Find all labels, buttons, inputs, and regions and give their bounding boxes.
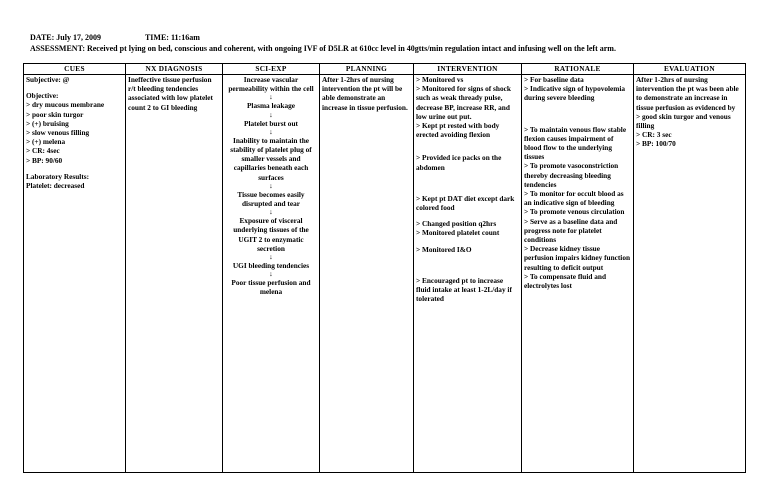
subjective-text: Subjective: @	[26, 75, 70, 84]
rationale-cell	[522, 75, 634, 473]
rationale-item: > To promote venous circulation	[524, 207, 625, 217]
sci-exp-cell	[223, 75, 320, 473]
down-arrow-icon: ↓	[269, 252, 273, 262]
diagnosis-cell	[126, 75, 223, 473]
down-arrow-icon: ↓	[269, 126, 273, 136]
evaluation-item: > good skin turgor and venous filling	[636, 111, 731, 131]
intervention-item: > Monitored I&O	[416, 244, 472, 254]
planning-text: After 1-2hrs of nursing intervention the pt will be able demonstrate an increase in tissue perfusion.	[322, 75, 408, 112]
down-arrow-icon: ↓	[269, 109, 273, 119]
rationale-item: > To compensate fluid and electrolytes lost	[524, 271, 607, 291]
time-text: TIME: 11:16am	[144, 33, 200, 42]
diagnosis-text: Ineffective tissue perfusion r/t bleeding tendencies associated with low platelet count 2 to GI bleeding	[128, 75, 213, 112]
intervention-item: > Monitored vs	[416, 75, 464, 84]
down-arrow-icon: ↓	[269, 180, 273, 190]
evaluation-text: After 1-2hrs of nursing intervention the pt was been able to demonstrate an increase in tissue perfusion as evidenced by	[636, 75, 739, 112]
evaluation-cell	[634, 75, 746, 473]
cues-cell	[24, 75, 126, 473]
sci-exp-step: Inability to maintain the stability of platelet plug of smaller vessels and capillaries beneath each surfaces	[230, 135, 312, 182]
objective-item: > poor skin turgor	[26, 109, 84, 119]
rationale-item: > Decrease kidney tissue perfusion impairs kidney function resulting to deficit output	[524, 244, 631, 272]
table-header-row	[24, 64, 746, 75]
intervention-item: > Monitored platelet count	[416, 228, 500, 238]
intervention-item: > Encouraged pt to increase fluid intake at least 1-2L/day if tolerated	[416, 275, 512, 304]
col-header-evaluation: EVALUATION	[634, 64, 746, 75]
col-header-intervention: INTERVENTION	[414, 64, 522, 75]
objective-item: > BP: 90/60	[26, 155, 63, 165]
intervention-item: > Kept pt rested with body erected avoiding flexion	[416, 121, 500, 140]
objective-item: > (+) bruising	[26, 118, 69, 128]
intervention-cell	[414, 75, 522, 473]
date-time-line	[30, 32, 750, 43]
sci-exp-step: Increase vascular permeability within the cell	[228, 75, 314, 94]
objective-item: > (+) melena	[26, 137, 66, 147]
intervention-item: > Kept pt DAT diet except dark colored food	[416, 193, 515, 213]
col-header-planning: PLANNING	[320, 64, 414, 75]
evaluation-item: > CR: 3 sec	[636, 130, 672, 140]
table-body-row	[24, 75, 746, 473]
document-header	[30, 32, 750, 54]
sci-exp-step: UGI bleeding tendencies	[232, 261, 310, 271]
objective-label: Objective:	[26, 91, 59, 101]
rationale-item: > For baseline data	[524, 75, 584, 84]
down-arrow-icon: ↓	[269, 269, 273, 279]
assessment-text: ASSESSMENT: Received pt lying on bed, conscious and coherent, with ongoing IVF of D5LR at 610cc level in 40gtts/min regulation intact and infusing well on the left arm.	[30, 44, 616, 53]
sci-exp-step: Poor tissue perfusion and melena	[231, 278, 311, 297]
sci-exp-step: Plasma leakage	[246, 101, 296, 111]
col-header-diagnosis: NX DIAGNOSIS	[126, 64, 223, 75]
col-header-sci-exp: SCI-EXP	[223, 64, 320, 75]
col-header-cues: CUES	[24, 64, 126, 75]
sci-exp-step: Tissue becomes easily disrupted and tear	[237, 189, 305, 209]
rationale-item: > To promote vasoconstriction thereby decreasing bleeding tendencies	[524, 161, 619, 189]
objective-item: > dry mucous membrane	[26, 100, 105, 110]
intervention-item: > Provided ice packs on the abdomen	[416, 153, 502, 172]
rationale-item: > To monitor for occult blood as an indicative sign of bleeding	[524, 189, 624, 208]
down-arrow-icon: ↓	[269, 92, 273, 102]
sci-exp-step: Exposure of visceral underlying tissues of the UGIT 2 to enzymatic secretion	[233, 216, 309, 253]
rationale-item: > To maintain venous flow stable flexion causes impairment of blood flow to the underlying tissues	[524, 124, 627, 162]
down-arrow-icon: ↓	[269, 207, 273, 217]
intervention-item: > Changed position q2hrs	[416, 219, 497, 229]
lab-value: Platelet: decreased	[26, 181, 85, 191]
col-header-rationale: RATIONALE	[522, 64, 634, 75]
planning-cell	[320, 75, 414, 473]
objective-item: > CR: 4sec	[26, 146, 60, 156]
nursing-care-plan-table	[23, 63, 746, 473]
intervention-item: > Monitored for signs of shock such as weak thready pulse, decrease BP, increase RR, and low urine out put.	[416, 84, 511, 121]
date-text: DATE: July 17, 2009	[30, 33, 101, 42]
lab-label: Laboratory Results:	[26, 171, 90, 181]
rationale-item: > Indicative sign of hypovolemia during severe bleeding	[524, 84, 626, 103]
rationale-item: > Serve as a baseline data and progress note for platelet conditions	[524, 216, 618, 245]
evaluation-item: > BP: 100/70	[636, 139, 676, 149]
objective-item: > slow venous filling	[26, 128, 90, 138]
sci-exp-step: Platelet burst out	[244, 118, 298, 128]
